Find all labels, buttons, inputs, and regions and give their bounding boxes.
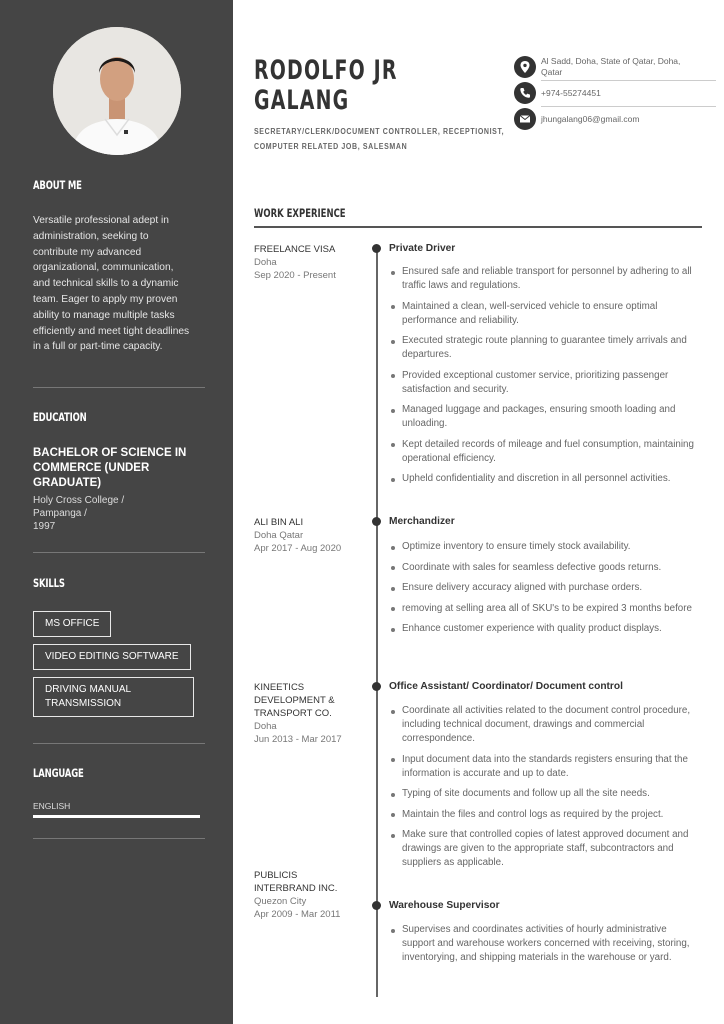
- job-role: Merchandizer: [389, 516, 455, 527]
- list-item: Ensure delivery accuracy aligned with purchase orders.: [389, 581, 702, 595]
- list-item: Supervises and coordinates activities of hourly administrative support and warehouse workers concerned with receiving, storing, inventorying, and shipping materials in the warehouse or yard.: [389, 923, 702, 965]
- timeline-line: [376, 246, 378, 997]
- job-role: Warehouse Supervisor: [389, 900, 500, 911]
- job-duties: [389, 265, 702, 493]
- job-duties: [389, 540, 702, 643]
- education-location: Pampanga /: [33, 508, 87, 519]
- language-name: ENGLISH: [33, 801, 71, 811]
- job-location: Doha: [254, 721, 277, 732]
- list-item: Ensured safe and reliable transport for personnel by adhering to all traffic laws and regulations.: [389, 265, 702, 293]
- list-item: Coordinate with sales for seamless defective goods returns.: [389, 561, 702, 575]
- sidebar: [0, 0, 233, 1024]
- job-title: SECRETARY/CLERK/DOCUMENT CONTROLLER, RECEPTIONIST, COMPUTER RELATED JOB, SALESMAN: [254, 127, 505, 151]
- divider: [33, 552, 205, 553]
- contact-address: [514, 56, 704, 80]
- contact-address-text: Al Sadd, Doha, State of Qatar, Doha, Qatar: [541, 56, 681, 77]
- job-duties: [389, 704, 702, 877]
- location-icon: [514, 56, 536, 78]
- list-item: Enhance customer experience with quality product displays.: [389, 622, 702, 636]
- job-meta: [254, 516, 359, 555]
- education-year: 1997: [33, 521, 56, 532]
- employer: FREELANCE VISA: [254, 244, 336, 255]
- job-location: Doha Qatar: [254, 530, 304, 541]
- employer: ALI BIN ALI: [254, 517, 304, 528]
- candidate-name: RODOLFO JR GALANG: [254, 55, 398, 116]
- education-heading: EDUCATION: [33, 410, 87, 424]
- job-role: Private Driver: [389, 243, 456, 254]
- education-school: Holy Cross College /: [33, 495, 125, 506]
- list-item: Executed strategic route planning to guarantee timely arrivals and departures.: [389, 334, 702, 362]
- job-location: Quezon City: [254, 896, 307, 907]
- list-item: Make sure that controlled copies of latest approved document and drawings are given to the appropriate staff, subcontractors and suppliers as applicable.: [389, 828, 702, 870]
- list-item: Typing of site documents and follow up all the site needs.: [389, 787, 702, 801]
- list-item: removing at selling area all of SKU's to be expired 3 months before: [389, 602, 702, 616]
- list-item: Maintain the files and control logs as required by the project.: [389, 808, 702, 822]
- job-meta: [254, 869, 359, 921]
- divider: [33, 743, 205, 744]
- contact-phone-text: +974-55274451: [541, 88, 601, 98]
- job-meta: [254, 243, 359, 282]
- list-item: Input document data into the standards registers ensuring that the information is accurate and up to date.: [389, 753, 702, 781]
- employer: KINEETICS DEVELOPMENT & TRANSPORT CO.: [254, 682, 335, 719]
- section-rule: [254, 226, 702, 228]
- job-role: Office Assistant/ Coordinator/ Document control: [389, 681, 623, 692]
- job-meta: [254, 681, 359, 746]
- skill-tag: VIDEO EDITING SOFTWARE: [33, 644, 191, 670]
- divider: [33, 387, 205, 388]
- list-item: Coordinate all activities related to the document control procedure, including technical document, drawings and commercial correspondence.: [389, 704, 702, 746]
- job-duties: [389, 923, 702, 972]
- timeline-dot: [372, 682, 381, 691]
- job-dates: Jun 2013 - Mar 2017: [254, 734, 342, 745]
- language-level-bar: [33, 815, 200, 818]
- timeline-dot: [372, 244, 381, 253]
- contact-email: [514, 108, 704, 132]
- timeline-dot: [372, 517, 381, 526]
- skills-heading: SKILLS: [33, 576, 65, 590]
- job-location: Doha: [254, 257, 277, 268]
- education-details: [33, 494, 124, 533]
- phone-icon: [514, 82, 536, 104]
- contact-email-text: jhungalang06@gmail.com: [541, 114, 640, 124]
- divider: [541, 106, 716, 107]
- job-dates: Sep 2020 - Present: [254, 270, 336, 281]
- job-dates: Apr 2009 - Mar 2011: [254, 909, 341, 920]
- list-item: Kept detailed records of mileage and fuel consumption, maintaining operational efficiency.: [389, 438, 702, 466]
- education-degree: BACHELOR OF SCIENCE IN COMMERCE (UNDER GRADUATE): [33, 447, 187, 489]
- divider: [541, 80, 716, 81]
- divider: [33, 838, 205, 839]
- profile-photo: [53, 27, 181, 155]
- job-dates: Apr 2017 - Aug 2020: [254, 543, 342, 554]
- list-item: Optimize inventory to ensure timely stock availability.: [389, 540, 702, 554]
- about-heading: ABOUT ME: [33, 178, 82, 192]
- work-experience-heading: WORK EXPERIENCE: [254, 206, 346, 220]
- contact-phone: [514, 82, 704, 106]
- employer: PUBLICIS INTERBRAND INC.: [254, 870, 338, 894]
- list-item: Provided exceptional customer service, prioritizing passenger satisfaction and security.: [389, 369, 702, 397]
- language-heading: LANGUAGE: [33, 766, 84, 780]
- language-level-fill: [33, 815, 200, 818]
- timeline-dot: [372, 901, 381, 910]
- skill-tag: DRIVING MANUAL TRANSMISSION: [33, 677, 194, 717]
- list-item: Maintained a clean, well-serviced vehicle to ensure optimal performance and reliability.: [389, 300, 702, 328]
- about-text: Versatile professional adept in administration, seeking to contribute my advanced organizational, communication, and technical skills to a dynamic team. Eager to apply my proven ability to manage multiple tasks efficiently and meet tight deadlines in a full or part-time capacity.: [33, 215, 190, 353]
- list-item: Managed luggage and packages, ensuring smooth loading and unloading.: [389, 403, 702, 431]
- email-icon: [514, 108, 536, 130]
- list-item: Upheld confidentiality and discretion in all personnel activities.: [389, 472, 702, 486]
- skill-tag: MS OFFICE: [33, 611, 111, 637]
